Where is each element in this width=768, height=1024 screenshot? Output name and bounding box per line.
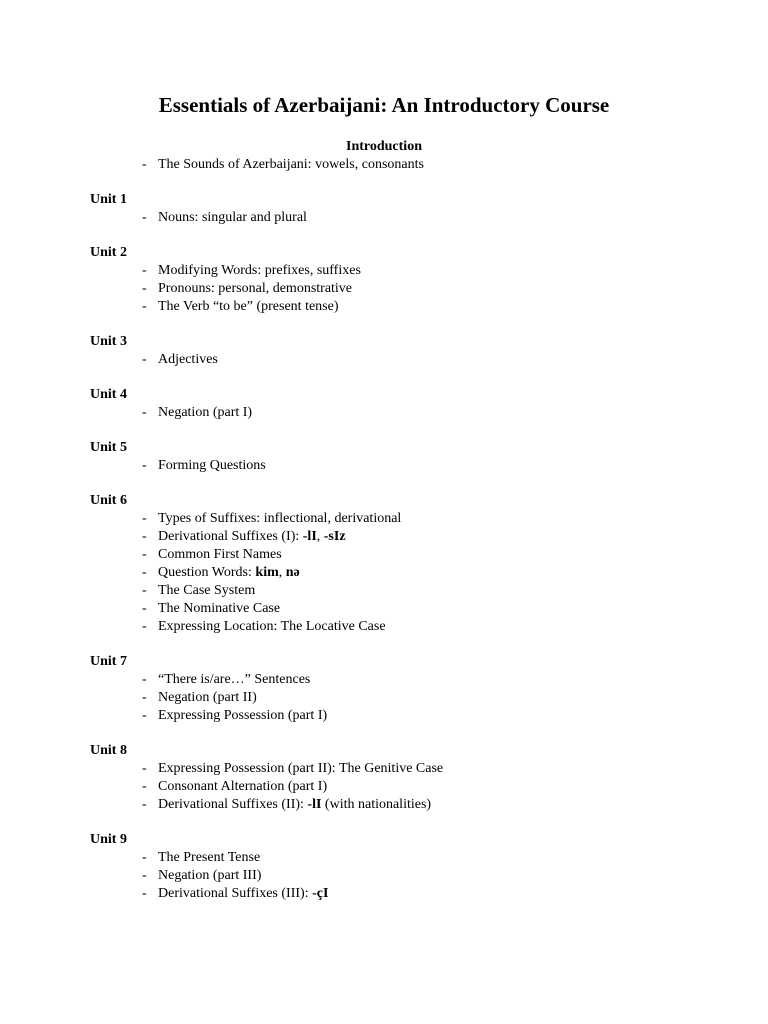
unit-section [90, 439, 730, 475]
list-item [90, 778, 730, 796]
unit-title: Unit 5 [90, 440, 127, 455]
unit-section [90, 386, 730, 422]
list-item [90, 528, 730, 546]
list-item [90, 796, 730, 814]
bullet-dash: - [142, 779, 147, 794]
unit-section [90, 492, 730, 636]
item-text: Derivational Suffixes (I): [158, 529, 303, 544]
item-text: , [316, 529, 324, 544]
list-item [90, 885, 730, 903]
bullet-dash: - [142, 281, 147, 296]
item-text: Nouns: singular and plural [158, 210, 307, 225]
unit-section [90, 191, 730, 227]
unit-title: Unit 3 [90, 334, 127, 349]
item-text: Pronouns: personal, demonstrative [158, 281, 353, 296]
item-text: Derivational Suffixes (III): [158, 886, 313, 901]
item-text: The Present Tense [158, 850, 261, 865]
bullet-dash: - [142, 352, 147, 367]
bullet-dash: - [142, 547, 147, 562]
unit-items [90, 849, 730, 903]
list-item [90, 156, 730, 174]
unit-title: Unit 4 [90, 387, 127, 402]
item-text: Types of Suffixes: inflectional, derivational [158, 511, 402, 526]
bullet-dash: - [142, 601, 147, 616]
list-item [90, 280, 730, 298]
item-text: Consonant Alternation (part I) [158, 779, 328, 794]
bullet-dash: - [142, 761, 147, 776]
list-item [90, 510, 730, 528]
unit-title: Unit 1 [90, 192, 127, 207]
item-text: Forming Questions [158, 458, 266, 473]
list-item [90, 689, 730, 707]
bullet-dash: - [142, 511, 147, 526]
item-text: Derivational Suffixes (II): [158, 797, 308, 812]
unit-title: Unit 7 [90, 654, 127, 669]
item-bold-text: -çI [312, 886, 329, 901]
bullet-dash: - [142, 850, 147, 865]
item-text: Negation (part I) [158, 405, 253, 420]
unit-section [90, 653, 730, 725]
item-text: The Case System [158, 583, 256, 598]
item-bold-text: -sIz [323, 529, 346, 544]
list-item [90, 582, 730, 600]
item-text: Negation (part III) [158, 868, 262, 883]
list-item [90, 351, 730, 369]
unit-section [90, 333, 730, 369]
item-text: “There is/are…” Sentences [158, 672, 311, 687]
unit-items [90, 351, 730, 369]
bullet-dash: - [142, 583, 147, 598]
list-item [90, 849, 730, 867]
introduction-heading: Introduction [346, 139, 422, 154]
unit-title: Unit 9 [90, 832, 127, 847]
item-text: Expressing Location: The Locative Case [158, 619, 386, 634]
unit-items [90, 457, 730, 475]
item-bold-text: kim [255, 565, 279, 580]
item-text: The Nominative Case [158, 601, 281, 616]
unit-items [90, 760, 730, 814]
bullet-dash: - [142, 529, 147, 544]
item-text: The Sounds of Azerbaijani: vowels, consonants [158, 157, 424, 172]
bullet-dash: - [142, 565, 147, 580]
bullet-dash: - [142, 690, 147, 705]
bullet-dash: - [142, 708, 147, 723]
unit-section [90, 831, 730, 903]
item-bold-text: -lI [307, 797, 322, 812]
unit-title: Unit 2 [90, 245, 127, 260]
item-text: Modifying Words: prefixes, suffixes [158, 263, 361, 278]
item-text: Expressing Possession (part I) [158, 708, 328, 723]
item-text: The Verb “to be” (present tense) [158, 299, 339, 314]
item-text: Expressing Possession (part II): The Genitive Case [158, 761, 444, 776]
item-bold-text: nə [285, 565, 300, 580]
unit-items [90, 510, 730, 636]
table-of-contents [90, 156, 730, 920]
introduction-items [90, 156, 730, 174]
list-item [90, 457, 730, 475]
list-item [90, 404, 730, 422]
bullet-dash: - [142, 210, 147, 225]
bullet-dash: - [142, 619, 147, 634]
list-item [90, 298, 730, 316]
introduction-section [90, 156, 730, 174]
units-list [90, 191, 730, 903]
list-item [90, 546, 730, 564]
bullet-dash: - [142, 868, 147, 883]
unit-items [90, 262, 730, 316]
unit-title: Unit 8 [90, 743, 127, 758]
list-item [90, 867, 730, 885]
item-text: Negation (part II) [158, 690, 257, 705]
item-bold-text: -lI [302, 529, 317, 544]
bullet-dash: - [142, 886, 147, 901]
unit-section [90, 742, 730, 814]
bullet-dash: - [142, 405, 147, 420]
list-item [90, 600, 730, 618]
document-title: Essentials of Azerbaijani: An Introductory Course [158, 93, 610, 117]
unit-items [90, 671, 730, 725]
item-text: (with nationalities) [321, 797, 432, 812]
list-item [90, 262, 730, 280]
list-item [90, 760, 730, 778]
list-item [90, 671, 730, 689]
bullet-dash: - [142, 458, 147, 473]
item-text: , [278, 565, 286, 580]
list-item [90, 707, 730, 725]
unit-section [90, 244, 730, 316]
bullet-dash: - [142, 672, 147, 687]
item-text: Question Words: [158, 565, 256, 580]
bullet-dash: - [142, 263, 147, 278]
unit-title: Unit 6 [90, 493, 127, 508]
list-item [90, 209, 730, 227]
item-text: Common First Names [158, 547, 282, 562]
unit-items [90, 404, 730, 422]
bullet-dash: - [142, 299, 147, 314]
bullet-dash: - [142, 797, 147, 812]
list-item [90, 564, 730, 582]
list-item [90, 618, 730, 636]
item-text: Adjectives [158, 352, 218, 367]
bullet-dash: - [142, 157, 147, 172]
unit-items [90, 209, 730, 227]
